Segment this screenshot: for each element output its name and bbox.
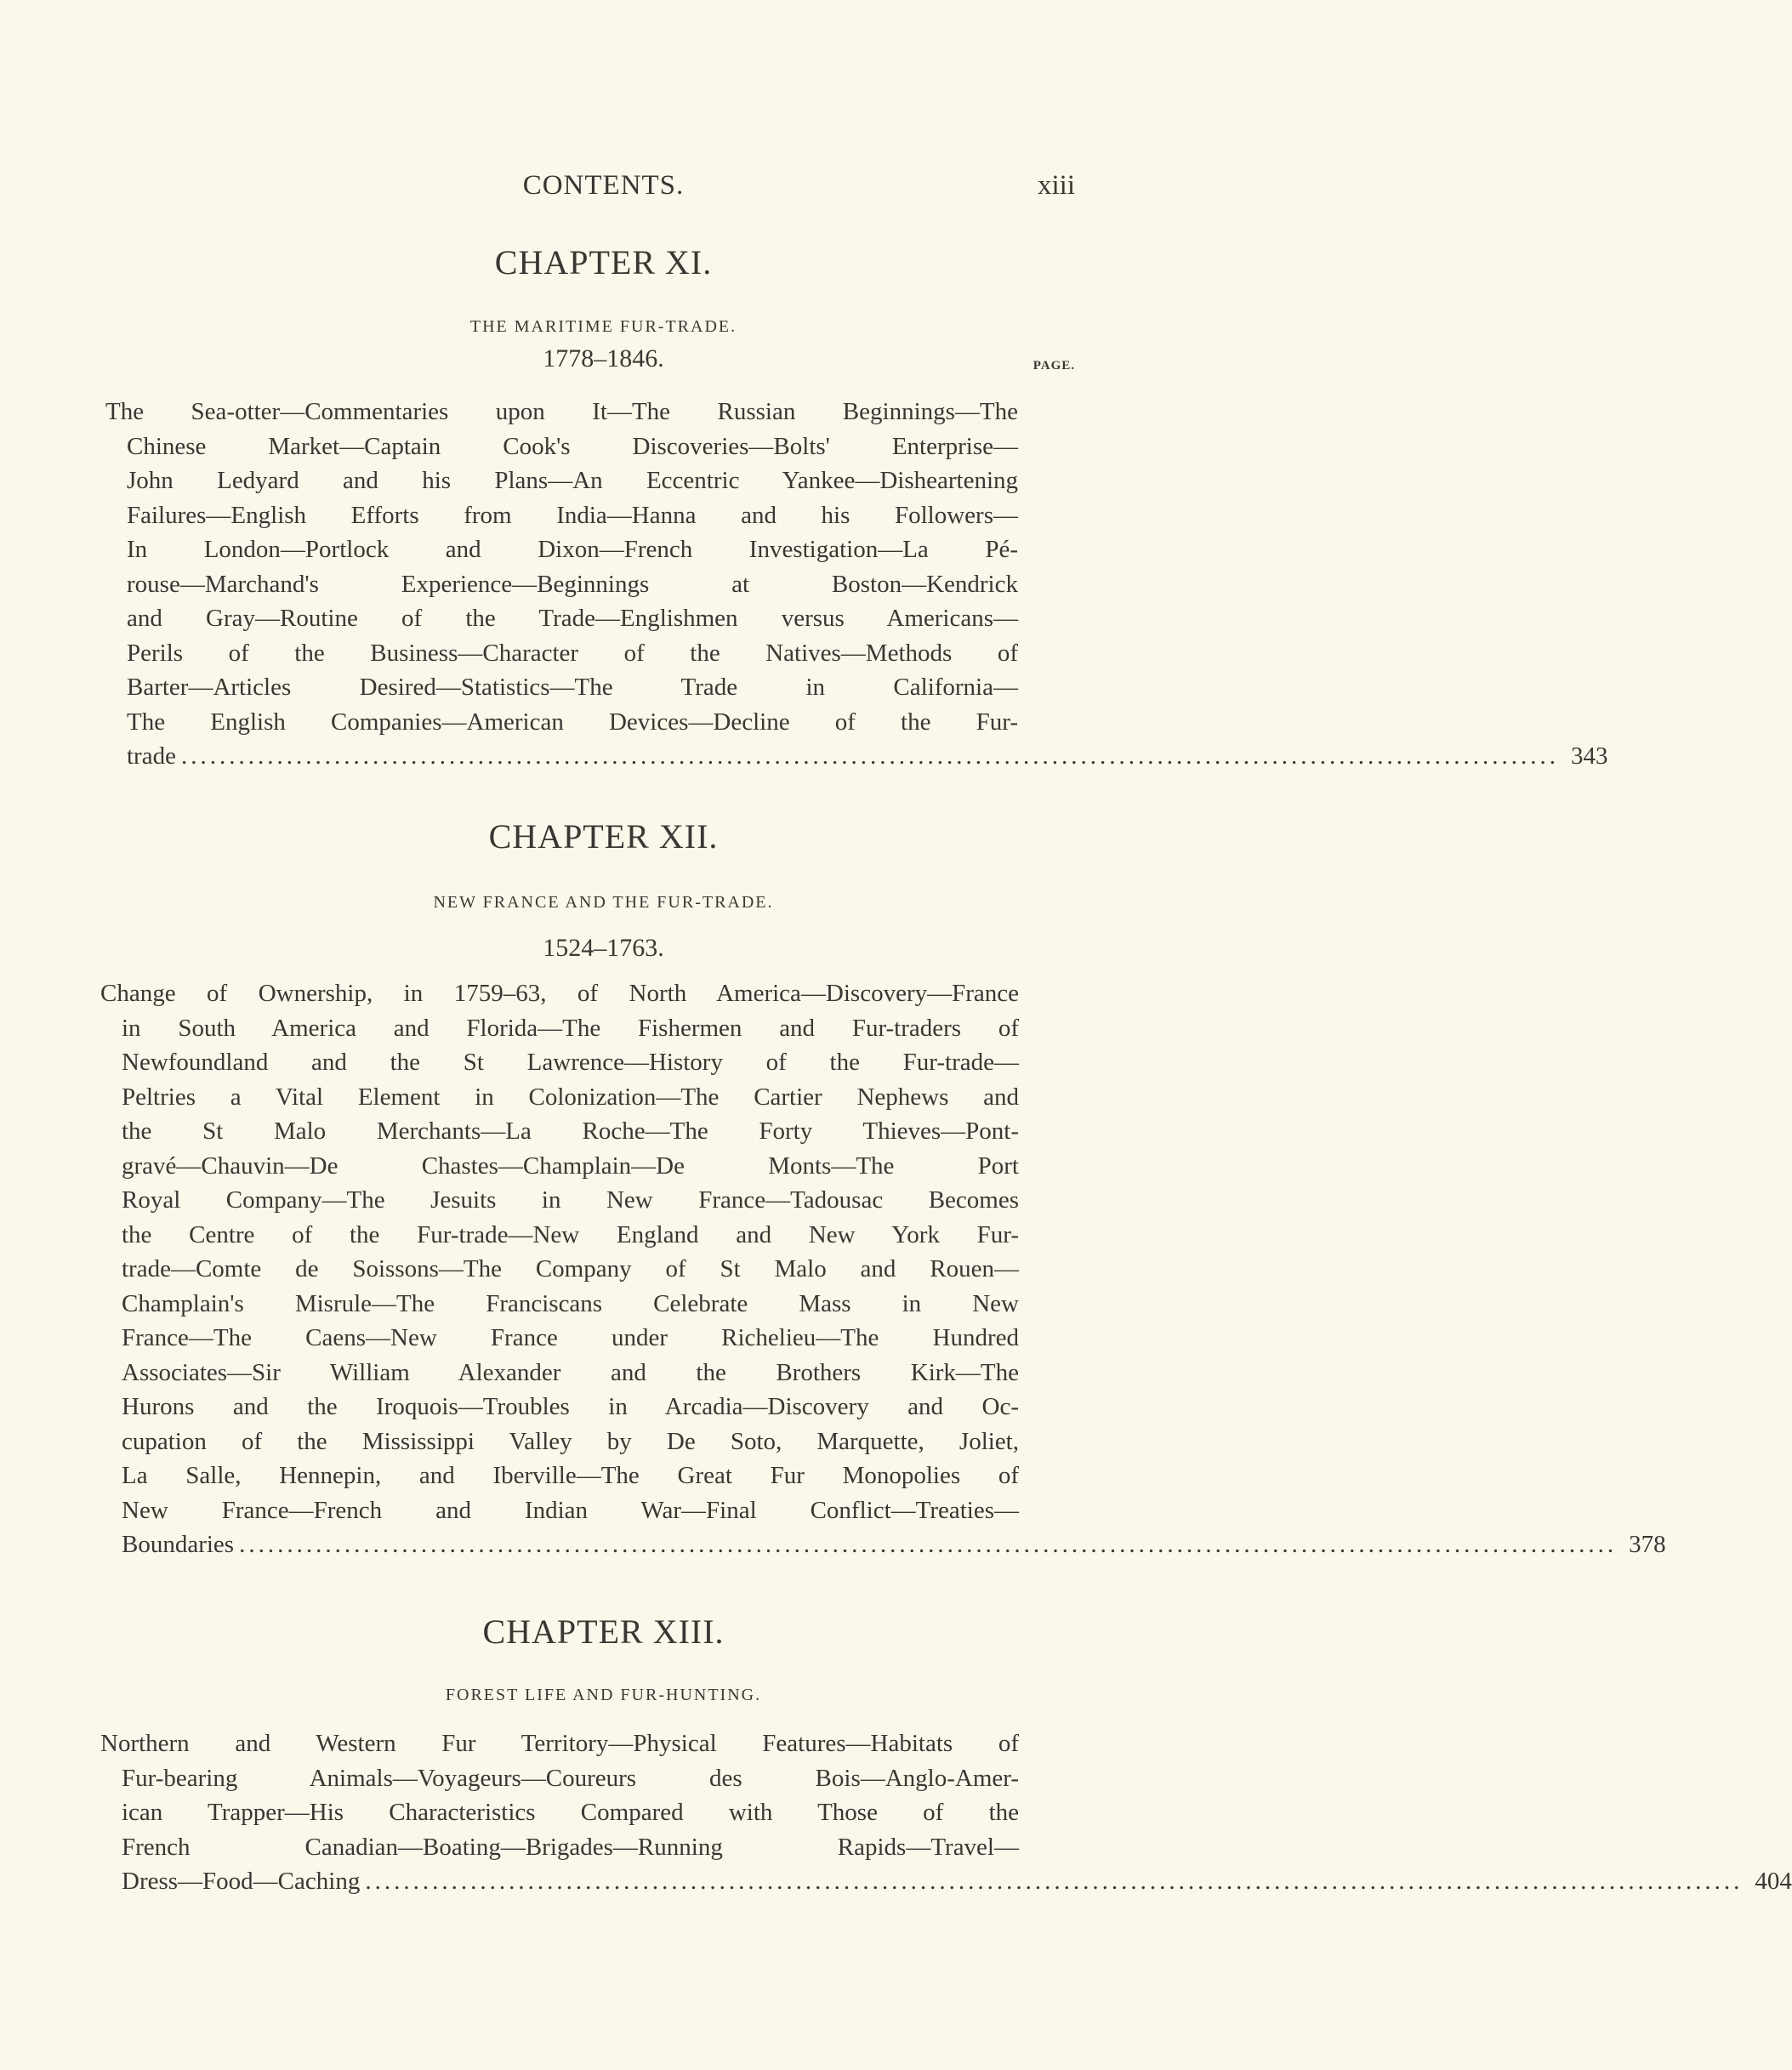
chapter-page-number: 378 xyxy=(1629,1531,1666,1558)
chapter-page-number: 343 xyxy=(1570,742,1608,770)
chapter-summary xyxy=(100,976,1666,1562)
summary-line: Northern and Western Fur Territory—Physical Features—Habitats of xyxy=(100,1730,1019,1757)
summary-last-line xyxy=(105,739,1608,774)
dot-leader: ................................................................................................................................................ xyxy=(239,1531,1618,1558)
summary-line: Associates—Sir William Alexander and the Brothers Kirk—The xyxy=(122,1358,1019,1386)
summary-line: Peltries a Vital Element in Colonization—The Cartier Nephews and xyxy=(122,1083,1019,1111)
summary-line: The Sea-otter—Commentaries upon It—The Russian Beginnings—The xyxy=(105,398,1018,425)
summary-line: Champlain's Misrule—The Franciscans Celebrate Mass in New xyxy=(122,1289,1019,1317)
running-head xyxy=(0,170,1207,204)
summary-line: John Ledyard and his Plans—An Eccentric Yankee—Disheartening xyxy=(127,467,1018,494)
summary-line: gravé—Chauvin—De Chastes—Champlain—De Monts—The Port xyxy=(122,1152,1019,1180)
summary-line: The English Companies—American Devices—Decline of the Fur- xyxy=(127,708,1018,736)
summary-line: ican Trapper—His Characteristics Compared with Those of the xyxy=(122,1799,1019,1826)
summary-line: In London—Portlock and Dixon—French Investigation—La Pé- xyxy=(127,536,1018,563)
summary-line: the St Malo Merchants—La Roche—The Forty Thieves—Pont- xyxy=(122,1117,1019,1145)
page-column-label: PAGE. xyxy=(1033,359,1075,372)
summary-line: Barter—Articles Desired—Statistics—The Trade in California— xyxy=(127,674,1018,701)
chapter-subtitle: THE MARITIME FUR-TRADE. xyxy=(469,317,737,336)
summary-line: Boundaries xyxy=(122,1531,235,1558)
chapter-years: 1524–1763. xyxy=(543,934,664,962)
summary-line: in South America and Florida—The Fishermen and Fur-traders of xyxy=(122,1014,1019,1042)
chapter-summary xyxy=(105,395,1608,774)
summary-line: rouse—Marchand's Experience—Beginnings at Boston—Kendrick xyxy=(127,570,1018,598)
chapter-title: CHAPTER XII. xyxy=(488,817,719,856)
summary-line: New France—French and Indian War—Final Conflict—Treaties— xyxy=(122,1496,1019,1524)
summary-line: trade xyxy=(127,742,176,770)
chapter-title: CHAPTER XIII. xyxy=(482,1612,725,1651)
chapter-years: 1778–1846. xyxy=(543,344,664,372)
summary-last-line xyxy=(100,1864,1792,1899)
summary-line: Perils of the Business—Character of the Natives—Methods of xyxy=(127,639,1018,667)
summary-line: and Gray—Routine of the Trade—Englishmen versus Americans— xyxy=(127,605,1018,632)
summary-line: La Salle, Hennepin, and Iberville—The Great Fur Monopolies of xyxy=(122,1462,1019,1489)
summary-line: Newfoundland and the St Lawrence—History of the Fur-trade— xyxy=(122,1049,1019,1076)
chapter-summary xyxy=(100,1726,1792,1899)
chapter-subtitle: FOREST LIFE AND FUR-HUNTING. xyxy=(445,1686,762,1704)
summary-line: France—The Caens—New France under Richelieu—The Hundred xyxy=(122,1324,1019,1351)
summary-line: French Canadian—Boating—Brigades—Running Rapids—Travel— xyxy=(122,1833,1019,1861)
summary-line: Dress—Food—Caching xyxy=(122,1868,361,1895)
chapter-page-number: 404 xyxy=(1755,1868,1792,1895)
summary-line: Fur-bearing Animals—Voyageurs—Coureurs des Bois—Anglo-Amer- xyxy=(122,1764,1019,1792)
summary-line: the Centre of the Fur-trade—New England and New York Fur- xyxy=(122,1220,1019,1248)
chapter-subtitle: NEW FRANCE AND THE FUR-TRADE. xyxy=(433,893,774,912)
summary-line: Change of Ownership, in 1759–63, of North America—Discovery—France xyxy=(100,980,1019,1007)
summary-line: Hurons and the Iroquois—Troubles in Arcadia—Discovery and Oc- xyxy=(122,1393,1019,1420)
dot-leader: ................................................................................................................................................ xyxy=(365,1868,1744,1895)
dot-leader: ................................................................................................................................................ xyxy=(180,742,1559,770)
summary-line: Failures—English Efforts from India—Hanna and his Followers— xyxy=(127,501,1018,529)
chapter-title: CHAPTER XI. xyxy=(494,243,713,281)
summary-last-line xyxy=(100,1527,1666,1562)
summary-line: Chinese Market—Captain Cook's Discoveries—Bolts' Enterprise— xyxy=(127,432,1018,460)
summary-line: cupation of the Mississippi Valley by De Soto, Marquette, Joliet, xyxy=(122,1427,1019,1455)
summary-line: Royal Company—The Jesuits in New France—Tadousac Becomes xyxy=(122,1186,1019,1214)
running-page-number: xiii xyxy=(1037,170,1075,201)
summary-line: trade—Comte de Soissons—The Company of St Malo and Rouen— xyxy=(122,1255,1019,1282)
running-title: CONTENTS. xyxy=(522,170,685,201)
